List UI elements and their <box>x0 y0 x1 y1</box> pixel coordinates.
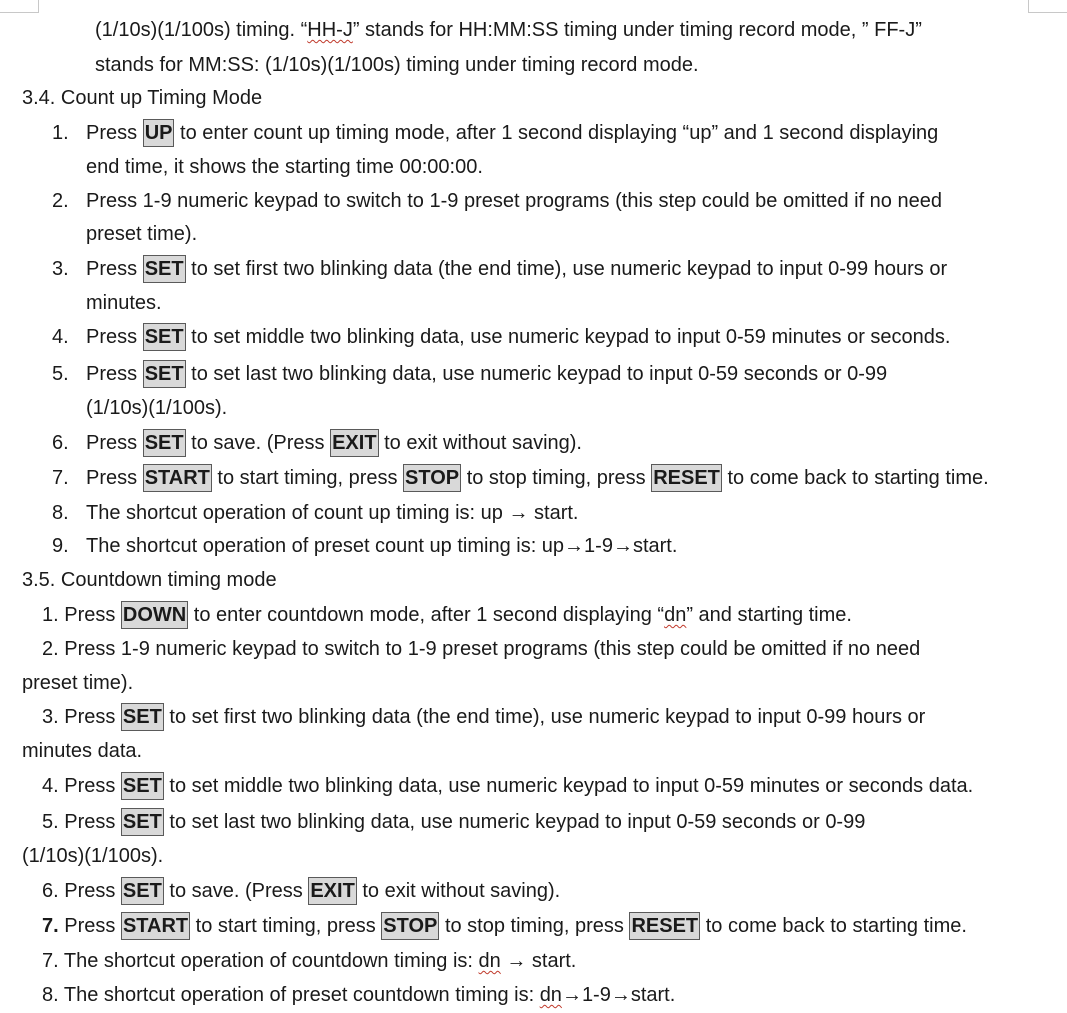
countdown-step-2-cont: preset time). <box>22 672 134 694</box>
spellcheck-word: dn <box>539 984 562 1006</box>
page-corner-mark-right <box>1028 0 1067 13</box>
count-up-step-3-cont: minutes. <box>86 292 162 314</box>
countdown-step-6: 6. Press SET to save. (Press EXIT to exit without saving). <box>42 877 560 905</box>
up-key: UP <box>143 119 175 147</box>
count-up-step-2: Press 1-9 numeric keypad to switch to 1-9 preset programs (this step could be omitted if no need <box>86 190 942 212</box>
step-number: 9. <box>52 535 69 557</box>
spellcheck-word: HH-J <box>307 19 353 41</box>
set-key: SET <box>143 323 186 351</box>
section-3-5-heading: 3.5. Countdown timing mode <box>22 569 277 591</box>
spellcheck-word: dn <box>478 950 501 972</box>
stop-key: STOP <box>381 912 439 940</box>
set-key: SET <box>121 808 164 836</box>
countdown-step-7: 7. Press START to start timing, press STOP to stop timing, press RESET to come back to starting time. <box>42 912 967 940</box>
intro-line-2: stands for MM:SS: (1/10s)(1/100s) timing under timing record mode. <box>95 54 699 76</box>
countdown-step-1: 1. Press DOWN to enter countdown mode, after 1 second displaying “dn” and starting time. <box>42 601 852 629</box>
start-key: START <box>143 464 212 492</box>
count-up-step-1: Press UP to enter count up timing mode, after 1 second displaying “up” and 1 second displaying <box>86 119 938 147</box>
countdown-step-2: 2. Press 1-9 numeric keypad to switch to 1-9 preset programs (this step could be omitted if no need <box>42 638 921 660</box>
count-up-step-5: Press SET to set last two blinking data, use numeric keypad to input 0-59 seconds or 0-99 <box>86 360 887 388</box>
step-number: 8. <box>52 502 69 524</box>
section-3-4-heading: 3.4. Count up Timing Mode <box>22 87 263 109</box>
step-number: 3. <box>52 258 69 280</box>
countdown-step-3-cont: minutes data. <box>22 740 143 762</box>
preset-countdown-shortcut: 8. The shortcut operation of preset countdown timing is: dn→1-9→start. <box>42 984 676 1006</box>
step-number: 2. <box>52 190 69 212</box>
set-key: SET <box>143 360 186 388</box>
step-number: 6. <box>52 432 69 454</box>
step-number: 5. <box>52 363 69 385</box>
countdown-step-5-cont: (1/10s)(1/100s). <box>22 845 164 867</box>
set-key: SET <box>121 877 164 905</box>
count-up-step-7: Press START to start timing, press STOP to stop timing, press RESET to come back to starting time. <box>86 464 989 492</box>
stop-key: STOP <box>403 464 461 492</box>
start-key: START <box>121 912 190 940</box>
set-key: SET <box>143 429 186 457</box>
count-up-step-4: Press SET to set middle two blinking data, use numeric keypad to input 0-59 minutes or seconds. <box>86 323 950 351</box>
step-number: 4. <box>52 326 69 348</box>
page-corner-mark-left <box>0 0 39 13</box>
count-up-step-1-cont: end time, it shows the starting time 00:00:00. <box>86 156 483 178</box>
step-number: 1. <box>52 122 69 144</box>
down-key: DOWN <box>121 601 188 629</box>
count-up-step-9: The shortcut operation of preset count up timing is: up→1-9→start. <box>86 535 678 557</box>
count-up-step-3: Press SET to set first two blinking data (the end time), use numeric keypad to input 0-99 hours or <box>86 255 947 283</box>
exit-key: EXIT <box>330 429 378 457</box>
step-number: 7. <box>52 467 69 489</box>
count-up-step-8: The shortcut operation of count up timing is: up → start. <box>86 502 579 524</box>
count-up-step-2-cont: preset time). <box>86 223 198 245</box>
spellcheck-word: dn <box>664 604 687 626</box>
reset-key: RESET <box>651 464 722 492</box>
reset-key: RESET <box>629 912 700 940</box>
set-key: SET <box>121 703 164 731</box>
countdown-shortcut: 7. The shortcut operation of countdown timing is: dn → start. <box>42 950 577 972</box>
set-key: SET <box>143 255 186 283</box>
set-key: SET <box>121 772 164 800</box>
intro-line-1: (1/10s)(1/100s) timing. “HH-J” stands for HH:MM:SS timing under timing record mode, ” FF-J” <box>95 19 922 41</box>
count-up-step-6: Press SET to save. (Press EXIT to exit without saving). <box>86 429 582 457</box>
countdown-step-4: 4. Press SET to set middle two blinking data, use numeric keypad to input 0-59 minutes or seconds data. <box>42 772 973 800</box>
countdown-step-5: 5. Press SET to set last two blinking data, use numeric keypad to input 0-59 seconds or 0-99 <box>42 808 865 836</box>
exit-key: EXIT <box>308 877 356 905</box>
countdown-step-3: 3. Press SET to set first two blinking data (the end time), use numeric keypad to input 0-99 hours or <box>42 703 925 731</box>
count-up-step-5-cont: (1/10s)(1/100s). <box>86 397 228 419</box>
